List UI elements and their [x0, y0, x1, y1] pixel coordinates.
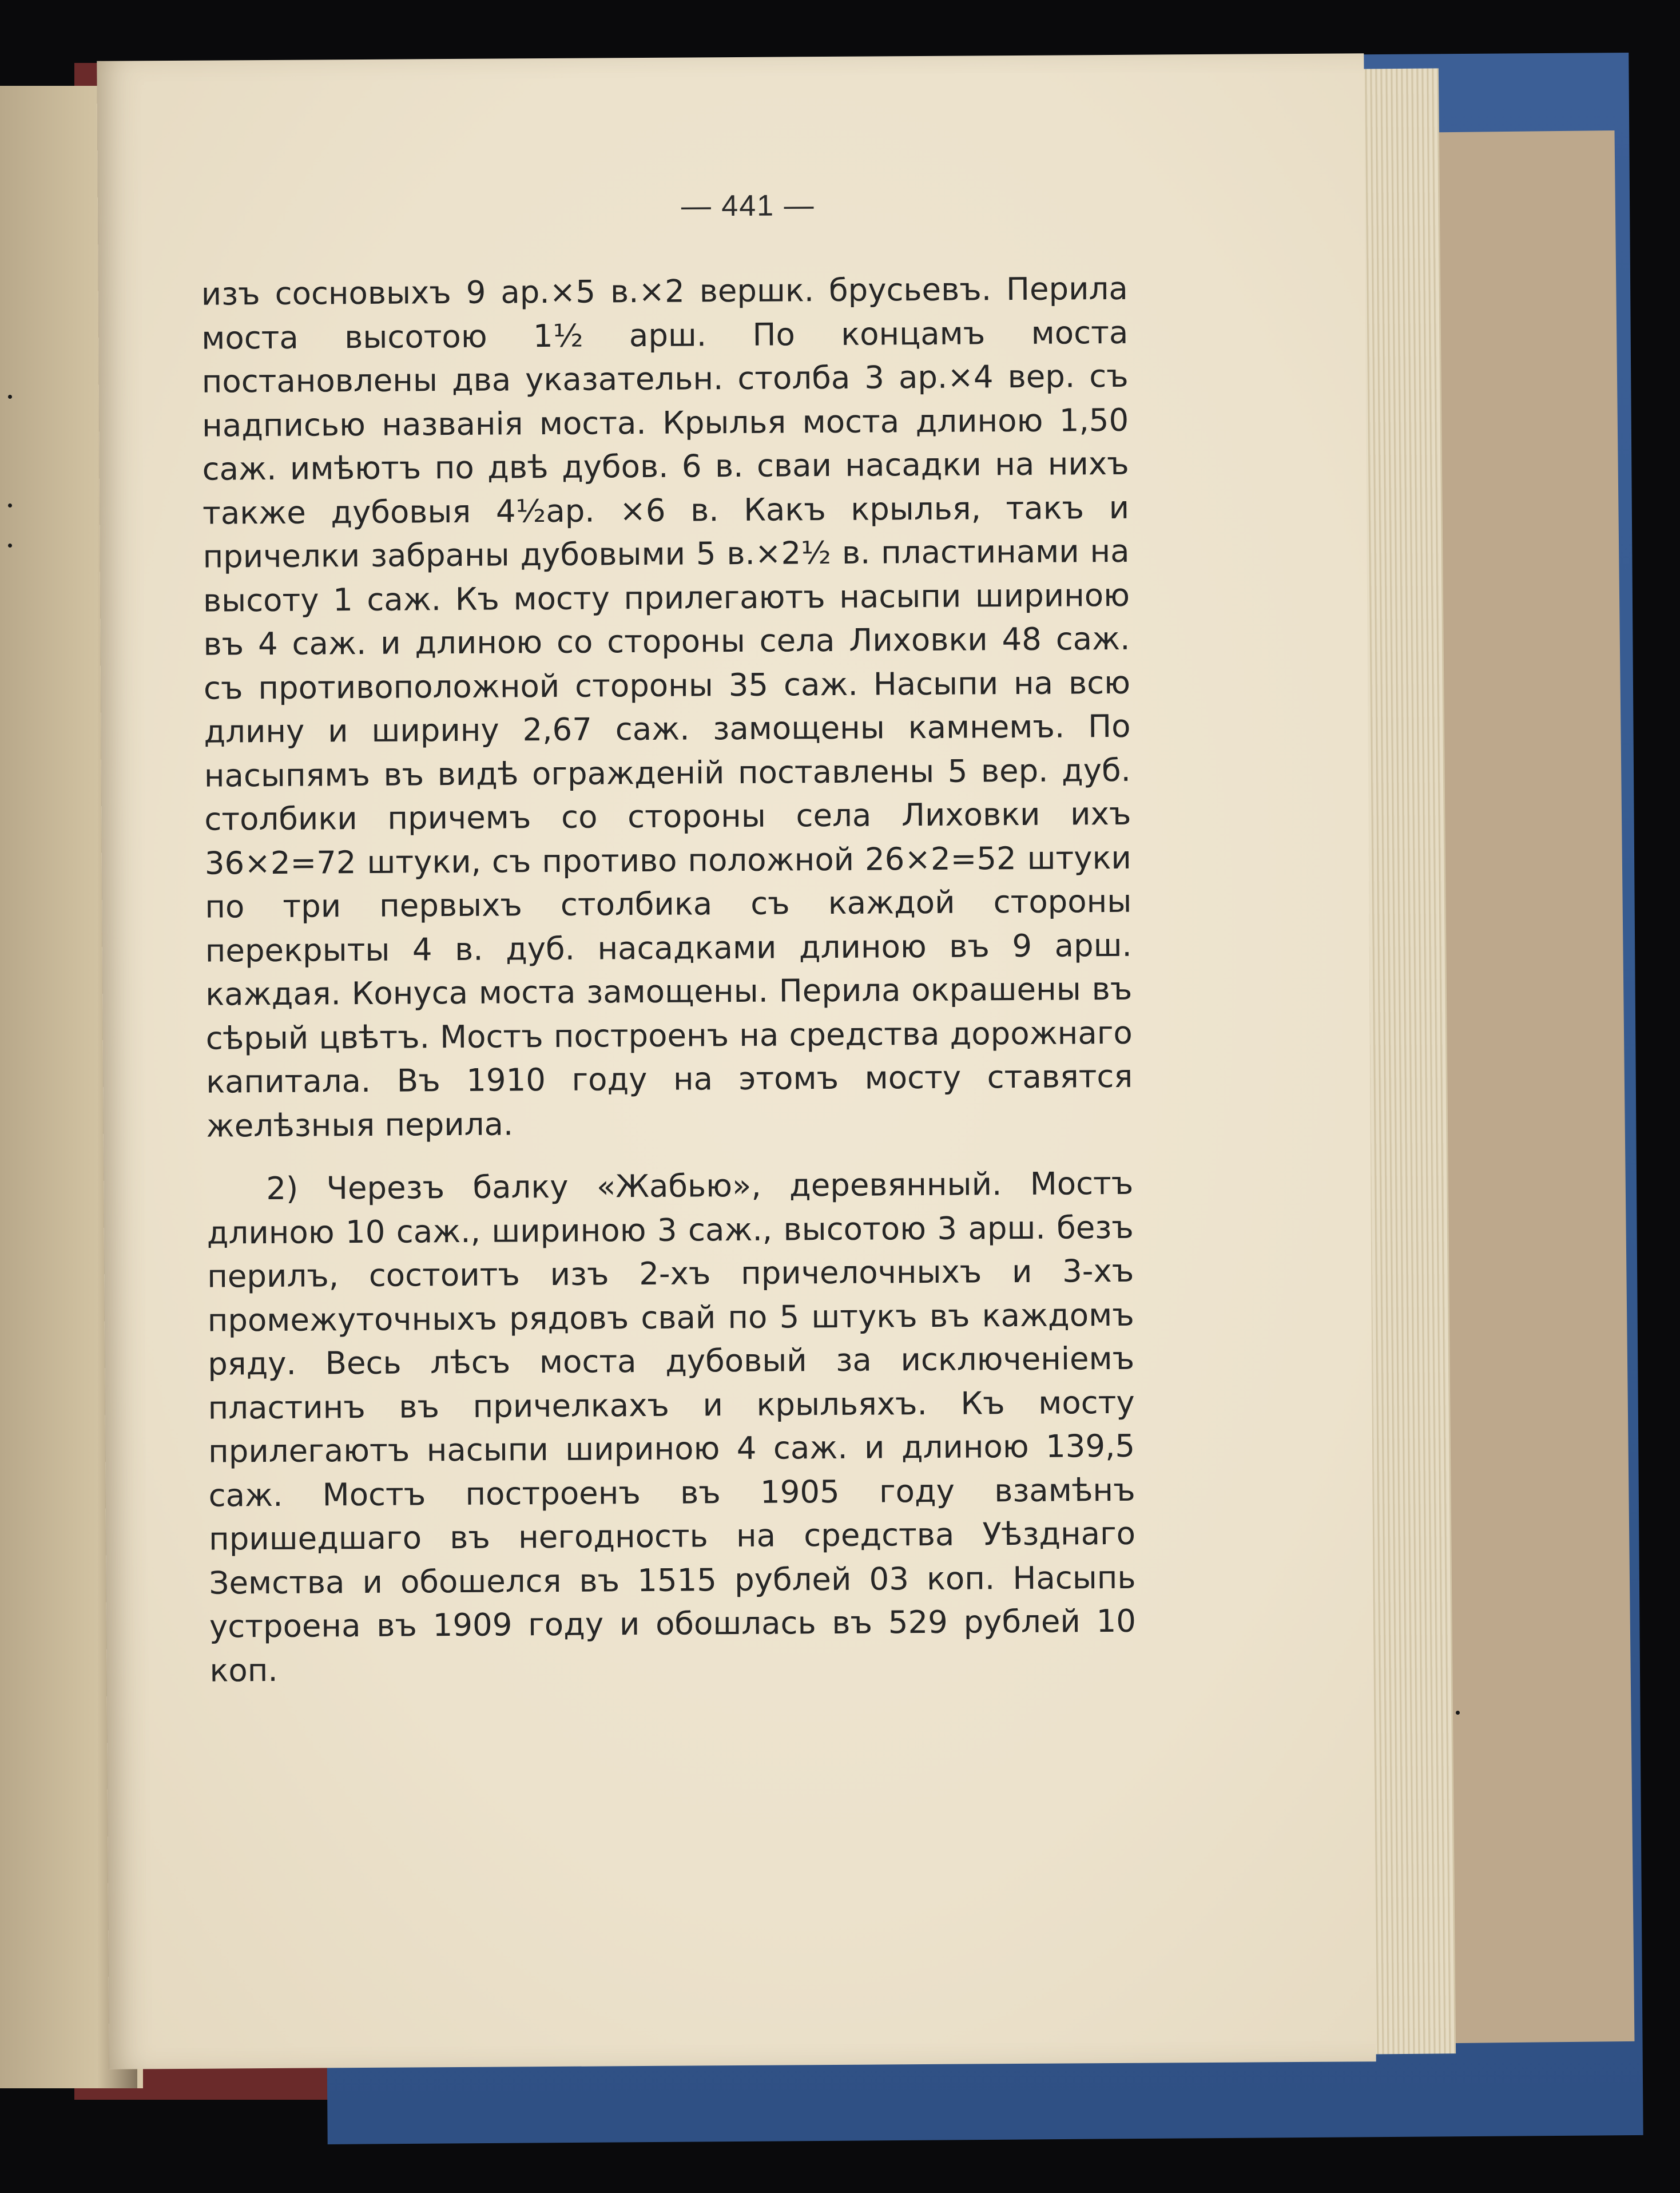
page-number: — 441 —	[681, 189, 815, 223]
book-page	[97, 53, 1376, 2069]
dust-speck	[8, 395, 12, 399]
paragraph-1: изъ сосновыхъ 9 ар.×5 в.×2 вершк. брусьевъ. Перила моста высотою 1½ арш. По концамъ моста постановлены два указательн. столба 3 ар.×4 вер. съ надписью названія моста. Крылья моста длиною 1,50 саж. имѣютъ по двѣ дубов. 6 в. сваи насадки на нихъ также дубовыя 4½ар. ×6 в. Какъ крылья, такъ и причелки забраны дубовыми 5 в.×2½ в. пластинами на высоту 1 саж. Къ мосту прилегаютъ насыпи шириною въ 4 саж. и длиною со стороны села Лиховки 48 саж. съ противоположной стороны 35 саж. Насыпи на всю длину и ширину 2,67 саж. замощены камнемъ. По насыпямъ въ видѣ огражденій поставлены 5 вер. дуб. столбики причемъ со стороны села Лиховки ихъ 36×2=72 штуки, съ противо положной 26×2=52 штуки по три первыхъ столбика съ каждой стороны перекрыты 4 в. дуб. насадками длиною въ 9 арш. каждая. Конуса моста замощены. Перила окрашены въ сѣрый цвѣтъ. Мостъ построенъ на средства дорожнаго капитала. Въ 1910 году на этомъ мосту ставятся желѣзныя перила.	[201, 269, 1133, 1144]
dust-speck	[1456, 1711, 1460, 1715]
dust-speck	[8, 503, 12, 507]
paragraph-2: 2) Черезъ балку «Жабью», деревянный. Мостъ длиною 10 саж., шириною 3 саж., высотою 3 арш. безъ перилъ, состоитъ изъ 2-хъ причелочныхъ и 3-хъ промежуточныхъ рядовъ свай по 5 штукъ въ каждомъ ряду. Весь лѣсъ моста дубовый за исключеніемъ пластинъ въ причелкахъ и крыльяхъ. Къ мосту прилегаютъ насыпи шириною 4 саж. и длиною 139,5 саж. Мостъ построенъ въ 1905 году взамѣнъ пришедшаго въ негодность на средства Уѣзднаго Земства и обошелся въ 1515 рублей 03 коп. Насыпь устроена въ 1909 году и обошлась въ 529 рублей 10 коп.	[206, 1164, 1137, 1689]
dust-speck	[8, 544, 12, 548]
page-body	[201, 267, 1137, 1692]
